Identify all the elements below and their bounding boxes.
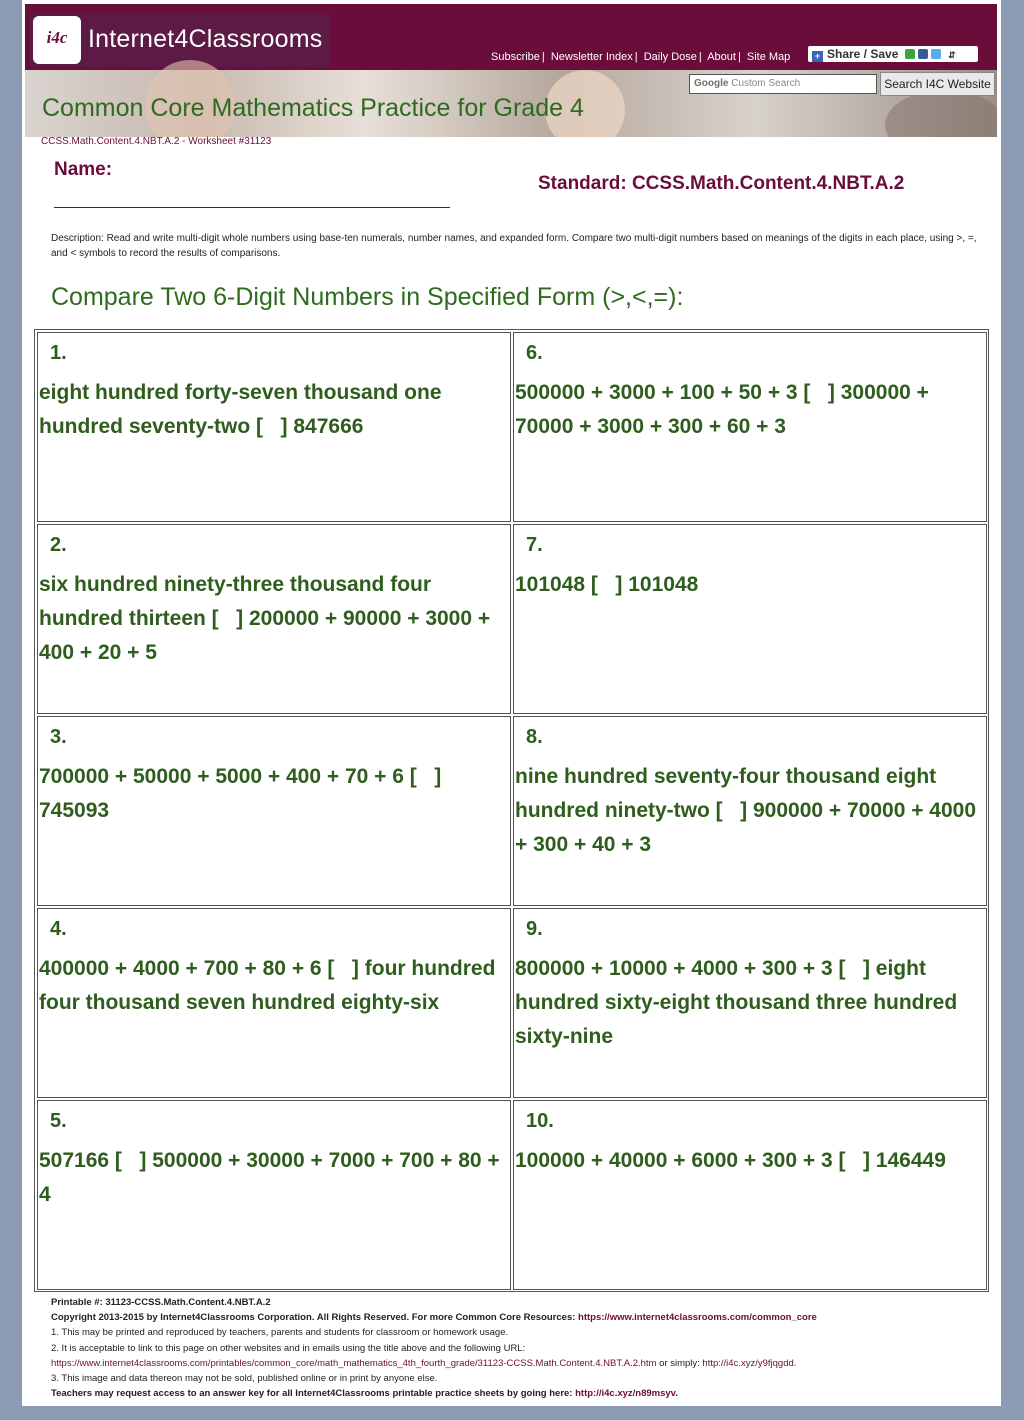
google-logo: Google (694, 78, 729, 89)
copyright: Copyright 2013-2015 by Internet4Classrooms Corporation. All Rights Reserved. For more Common Core Resources: https://www.internet4classrooms.com/common_core (51, 1312, 817, 1324)
printable-number: Printable #: 31123-CCSS.Math.Content.4.NBT.A.2 (51, 1297, 271, 1308)
footer-line-3: 3. This image and data thereon may not be sold, published online or in print by anyone else. (51, 1373, 438, 1385)
common-core-link[interactable]: https://www.internet4classrooms.com/common_core (578, 1312, 817, 1324)
footer (51, 1295, 996, 1401)
nav-site-map[interactable]: Site Map (746, 51, 791, 63)
question-text: six hundred ninety-three thousand four hundred thirteen [ ] 200000 + 90000 + 3000 + 400 + 20 + 5 (39, 573, 496, 664)
name-line (54, 207, 450, 208)
question-text: 100000 + 40000 + 6000 + 300 + 3 [ ] 146449 (515, 1149, 946, 1172)
top-bar (25, 4, 997, 70)
footer-url-line: https://www.internet4classrooms.com/printables/common_core/math_mathematics_4th_fourth_grade/31123-CCSS.Math.Content.4.NBT.A.2.htm or simply: http://i4c.xyz/y9fjqgdd. (51, 1357, 797, 1369)
question-cell (37, 1100, 511, 1290)
nav-newsletter-index[interactable]: Newsletter Index (550, 51, 633, 63)
question-number: 9. (526, 918, 543, 940)
question-cell (37, 332, 511, 522)
search-button[interactable]: Search I4C Website (880, 72, 995, 96)
header-banner (25, 70, 997, 137)
nav-daily-dose[interactable]: Daily Dose (643, 51, 697, 63)
site-header (25, 4, 997, 137)
answer-key-note: Teachers may request access to an answer key for all Internet4Classrooms printable practice sheets by going here: http://i4c.xyz/n89msyv. (51, 1388, 678, 1400)
question-text: 500000 + 3000 + 100 + 50 + 3 [ ] 300000 + 70000 + 3000 + 300 + 60 + 3 (515, 381, 935, 438)
footer-line-1: 1. This may be printed and reproduced by teachers, parents and students for classroom or homework usage. (51, 1327, 509, 1339)
share-save-button[interactable] (808, 46, 978, 62)
question-cell (513, 1100, 987, 1290)
question-number: 7. (526, 534, 543, 556)
share-dropdown-icon: ⇵ (948, 50, 956, 60)
twitter-icon (931, 49, 941, 59)
share-plus-icon: + (812, 51, 823, 62)
question-text: 400000 + 4000 + 700 + 80 + 6 [ ] four hundred four thousand seven hundred eighty-six (39, 957, 502, 1014)
question-grid (34, 329, 989, 1292)
question-number: 10. (526, 1110, 554, 1132)
question-number: 5. (50, 1110, 67, 1132)
question-number: 6. (526, 342, 543, 364)
question-text: eight hundred forty-seven thousand one hundred seventy-two [ ] 847666 (39, 381, 448, 438)
question-number: 2. (50, 534, 67, 556)
share-email-icon (905, 49, 915, 59)
question-text: nine hundred seventy-four thousand eight hundred ninety-two [ ] 900000 + 70000 + 4000 + 300 + 40 + 3 (515, 765, 982, 856)
nav-about[interactable]: About (707, 51, 736, 63)
question-cell (513, 716, 987, 906)
footer-line-2: 2. It is acceptable to link to this page on other websites and in emails using the title above and the following URL: (51, 1342, 526, 1354)
question-number: 8. (526, 726, 543, 748)
share-label: Share / Save (827, 47, 899, 61)
question-cell (513, 908, 987, 1098)
question-number: 4. (50, 918, 67, 940)
question-cell (37, 716, 511, 906)
logo-icon: i4c (33, 16, 81, 64)
search-input[interactable]: Google Custom Search (689, 74, 877, 94)
question-text: 507166 [ ] 500000 + 30000 + 7000 + 700 + 80 + 4 (39, 1149, 506, 1206)
nav-subscribe[interactable]: Subscribe (491, 51, 540, 63)
facebook-icon (918, 49, 928, 59)
question-cell (513, 524, 987, 714)
breadcrumb: CCSS.Math.Content.4.NBT.A.2 - Worksheet #31123 (41, 136, 272, 147)
description: Description: Read and write multi-digit whole numbers using base-ten numerals, number names, and expanded form. Compare two multi-digit numbers based on meanings of the digits in each place, using >, =, and < symbols to record the results of comparisons. (51, 233, 977, 259)
question-cell (37, 524, 511, 714)
site-logo[interactable] (30, 13, 330, 67)
question-number: 1. (50, 342, 67, 364)
worksheet-title: Compare Two 6-Digit Numbers in Specified Form (>,<,=): (51, 283, 684, 311)
question-cell (513, 332, 987, 522)
page-title: Common Core Mathematics Practice for Grade 4 (42, 94, 584, 122)
question-cell (37, 908, 511, 1098)
question-text: 800000 + 10000 + 4000 + 300 + 3 [ ] eight hundred sixty-eight thousand three hundred sixty-nine (515, 957, 964, 1048)
answer-key-link[interactable]: http://i4c.xyz/n89msyv (575, 1388, 676, 1400)
logo-text: Internet4Classrooms (88, 25, 323, 53)
question-text: 700000 + 50000 + 5000 + 400 + 70 + 6 [ ] 745093 (39, 765, 448, 822)
name-label: Name: (54, 159, 113, 180)
standard-label: Standard: CCSS.Math.Content.4.NBT.A.2 (538, 173, 905, 194)
banner-photo-decoration (885, 90, 997, 137)
top-nav: Subscribe | Newsletter Index | Daily Dose | About | Site Map (491, 51, 791, 63)
worksheet-url-link[interactable]: https://www.internet4classrooms.com/printables/common_core/math_mathematics_4th_fourth_grade/31123-CCSS.Math.Content.4.NBT.A.2.htm (51, 1357, 657, 1369)
question-number: 3. (50, 726, 67, 748)
question-text: 101048 [ ] 101048 (515, 573, 699, 596)
short-url-link[interactable]: http://i4c.xyz/y9fjqgdd (702, 1357, 794, 1369)
page (22, 0, 1001, 1406)
